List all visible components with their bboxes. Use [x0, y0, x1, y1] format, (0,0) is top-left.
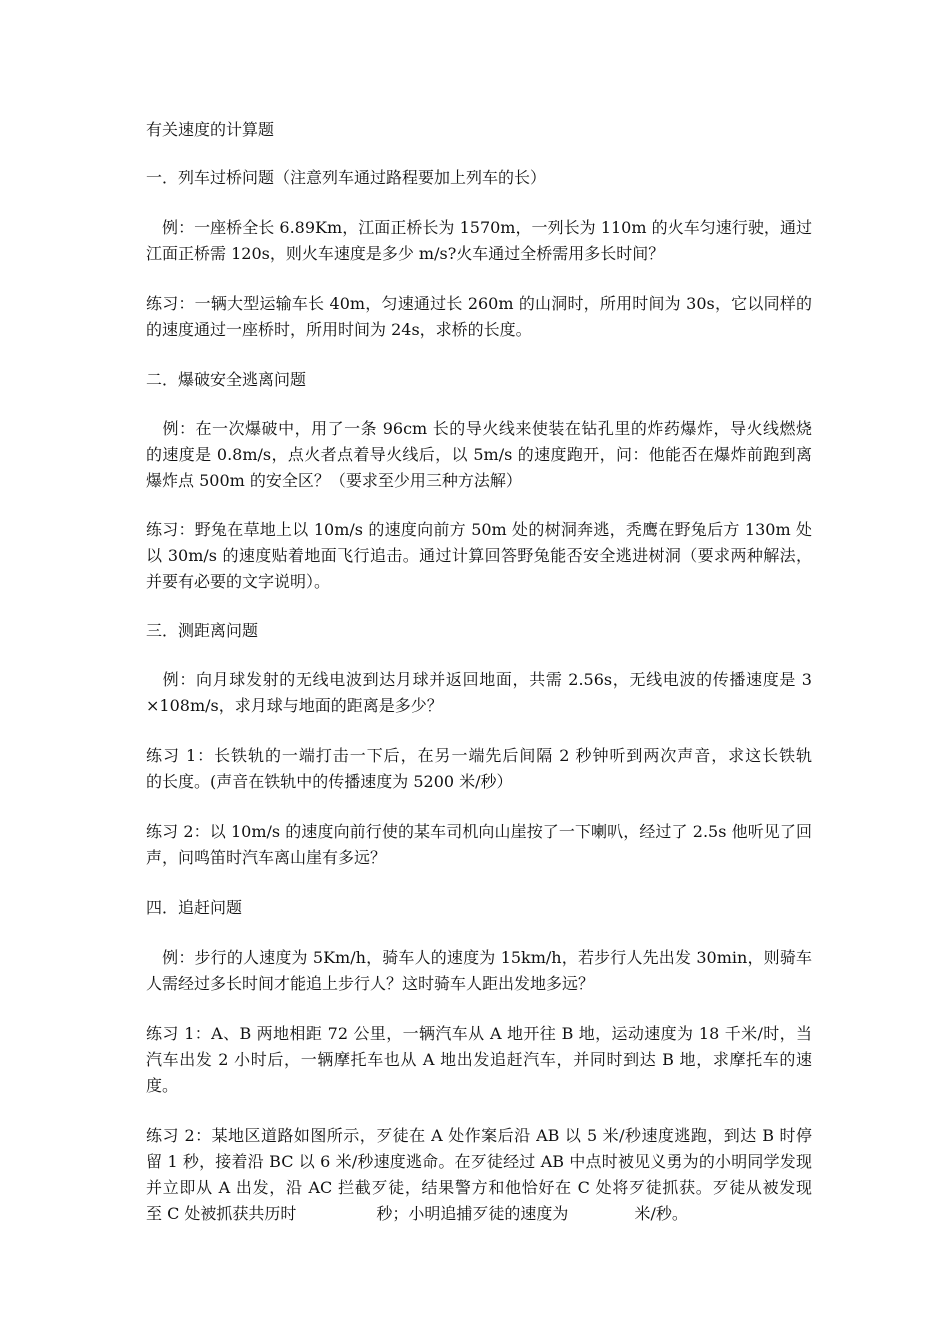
section-3-practice-1-line-1: 练习 1：长铁轨的一端打击一下后，在另一端先后间隔 2 秒钟听到两次声音，求这长铁轨: [146, 746, 812, 765]
section-1-heading: 一．列车过桥问题（注意列车通过路程要加上列车的长）: [146, 168, 547, 187]
section-4-practice-2-line-4: [146, 1202, 812, 1226]
section-2-heading: 二．爆破安全逃离问题: [146, 370, 307, 389]
section-4-practice-1-line-1: 练习 1：A、B 两地相距 72 公里，一辆汽车从 A 地开往 B 地，运动速度为 18 千米/时，当: [146, 1024, 812, 1043]
section-3-practice-1-line-2: 的长度。(声音在铁轨中的传播速度为 5200 米/秒）: [146, 772, 513, 791]
section-3-example-line-2: ×108m/s，求月球与地面的距离是多少？: [146, 696, 443, 715]
section-2-example-line-3: 爆炸点 500m 的安全区？（要求至少用三种方法解）: [146, 471, 522, 490]
section-4-heading: 四．追赶问题: [146, 898, 243, 917]
practice-2-fill-text-a: 至 C 处被抓获共历时: [146, 1204, 297, 1223]
section-2-practice-line-3: 并要有必要的文字说明）。: [146, 572, 331, 591]
section-3-practice-2-line-2: 声，问鸣笛时汽车离山崖有多远？: [146, 848, 387, 867]
section-2-example-line-1: 例：在一次爆破中，用了一条 96cm 长的导火线来使装在钻孔里的炸药爆炸，导火线燃烧: [146, 419, 812, 438]
section-2-example-line-2: 的速度是 0.8m/s，点火者点着导火线后，以 5m/s 的速度跑开，问：他能否在爆炸前跑到离: [146, 445, 812, 464]
section-4-practice-2-line-3: 并立即从 A 出发，沿 AC 拦截歹徒，结果警方和他恰好在 C 处将歹徒抓获。歹徒从被发现: [146, 1178, 812, 1197]
section-4-practice-1-line-3: 度。: [146, 1076, 179, 1095]
practice-2-fill-text-b: 秒；小明追捕歹徒的速度为: [376, 1204, 569, 1223]
section-4-practice-2-line-2: 留 1 秒，接着沿 BC 以 6 米/秒速度逃命。在歹徒经过 AB 中点时被见义勇为的小明同学发现: [146, 1152, 812, 1171]
section-1-practice-line-1: 练习：一辆大型运输车长 40m，匀速通过长 260m 的山洞时，所用时间为 30s，它以同样的: [146, 294, 812, 313]
section-1-practice-line-2: 的速度通过一座桥时，所用时间为 24s，求桥的长度。: [146, 320, 532, 339]
section-1-example-line-1: 例：一座桥全长 6.89Km，江面正桥长为 1570m，一列长为 110m 的火车匀速行驶，通过: [146, 218, 812, 237]
section-1-example-line-2: 江面正桥需 120s，则火车速度是多少 m/s?火车通过全桥需用多长时间？: [146, 244, 665, 263]
section-4-practice-1-line-2: 汽车出发 2 小时后，一辆摩托车也从 A 地出发追赶汽车，并同时到达 B 地，求摩托车的速: [146, 1050, 812, 1069]
section-3-practice-2-line-1: 练习 2：以 10m/s 的速度向前行使的某车司机向山崖按了一下喇叭，经过了 2.5s 他听见了回: [146, 822, 812, 841]
section-2-practice-line-2: 以 30m/s 的速度贴着地面飞行追击。通过计算回答野兔能否安全逃进树洞（要求两种解法，: [146, 546, 812, 565]
section-4-practice-2-line-1: 练习 2：某地区道路如图所示，歹徒在 A 处作案后沿 AB 以 5 米/秒速度逃跑，到达 B 时停: [146, 1126, 812, 1145]
section-3-heading: 三．测距离问题: [146, 621, 259, 640]
section-2-practice-line-1: 练习：野兔在草地上以 10m/s 的速度向前方 50m 处的树洞奔逃，秃鹰在野兔后方 130m 处: [146, 520, 812, 539]
section-4-example-line-2: 人需经过多长时间才能追上步行人？这时骑车人距出发地多远？: [146, 974, 595, 993]
document-title: 有关速度的计算题: [146, 120, 275, 139]
section-4-example-line-1: 例：步行的人速度为 5Km/h，骑车人的速度为 15km/h，若步行人先出发 30min，则骑车: [146, 948, 812, 967]
practice-2-fill-text-c: 米/秒。: [634, 1204, 688, 1223]
section-3-example-line-1: 例：向月球发射的无线电波到达月球并返回地面，共需 2.56s，无线电波的传播速度是 3: [146, 670, 812, 689]
